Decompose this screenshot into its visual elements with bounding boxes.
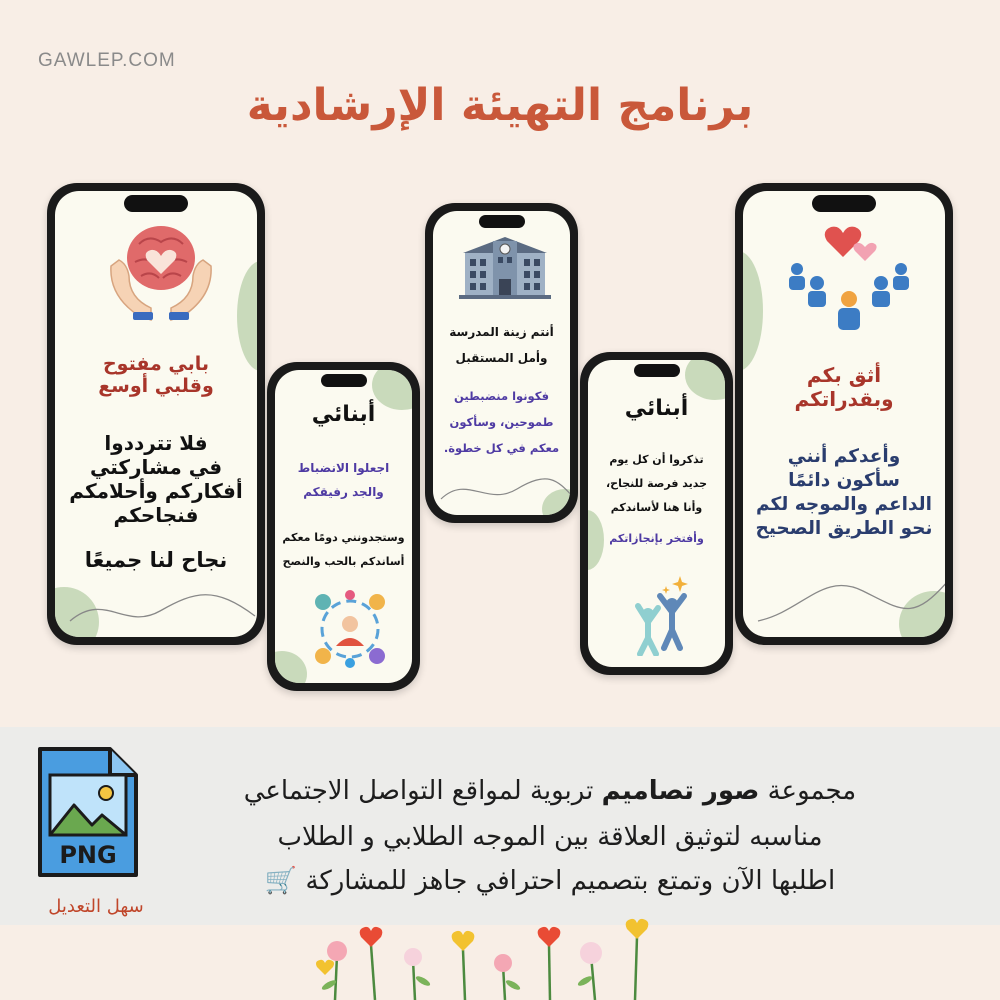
phone1-red-line: بابي مفتوح: [102, 353, 210, 375]
student-cycle-icon: [311, 590, 389, 668]
description-line-3: [170, 866, 930, 896]
phone-screen-5: [743, 191, 945, 637]
decor-blob: [685, 360, 725, 400]
school-building-icon: [455, 231, 555, 301]
phone5-navy-line: الداعم والموجه لكم: [756, 494, 932, 515]
phone2-title: أبنائي: [311, 402, 376, 427]
phone1-body-line: في مشاركتي: [89, 455, 223, 479]
phone-card-2: [267, 362, 420, 691]
phone2-dark-line: وستجدونني دومًا معكم: [282, 531, 405, 544]
phone5-red-line: أثق بكم: [806, 363, 882, 387]
phone1-body-line: فلا تترددوا: [104, 431, 208, 455]
phone1-red-line: وقلبي أوسع: [98, 375, 214, 397]
flowers-decoration: [305, 915, 665, 1000]
phone1-footer: نجاح لنا جميعًا: [84, 548, 228, 572]
decor-blob: [55, 587, 99, 637]
description-line-1-pre: مجموعة: [767, 776, 857, 806]
phone4-dark-line: تذكروا أن كل يوم: [609, 453, 704, 466]
phone1-body-line: أفكاركم وأحلامكم: [69, 479, 243, 503]
phone-card-3: [425, 203, 578, 523]
phone3-purple-line: طموحين، وسأكون: [449, 415, 554, 429]
phone-screen-4: [588, 360, 725, 667]
phone2-purple-line: والجد رفيقكم: [303, 485, 384, 499]
phone-card-4: [580, 352, 733, 675]
decor-blob: [542, 489, 570, 515]
cart-icon: 🛒: [264, 866, 298, 896]
phone5-navy-line: نحو الطريق الصحيح: [755, 518, 933, 539]
description-line-1-bold: صور تصاميم: [601, 776, 760, 806]
team-heart-icon: [781, 213, 917, 331]
celebrating-people-icon: [622, 572, 702, 656]
decor-blob: [275, 651, 307, 683]
phone2-purple-line: اجعلوا الانضباط: [297, 461, 390, 475]
phone2-dark-line: أساندكم بالحب والنصح: [282, 555, 405, 568]
description-line-3-text: اطلبها الآن وتمتع بتصميم احترافي جاهز للمشاركة: [305, 866, 836, 896]
phone-notch: [124, 195, 188, 212]
phone-screen-3: [433, 211, 570, 515]
phone3-dark-line: وأمل المستقبل: [455, 351, 548, 365]
brain-hands-icon: [99, 216, 223, 326]
brand-watermark: GAWLEP.COM: [38, 50, 176, 71]
phone4-dark-line: وأنا هنا لأساندكم: [610, 501, 703, 514]
phone5-navy-line: وأعدكم أنني: [787, 446, 901, 467]
phone3-purple-line: فكونوا منضبطين: [454, 389, 549, 403]
png-file-icon: [36, 745, 140, 879]
phone-screen-1: [55, 191, 257, 637]
phone-notch: [321, 374, 367, 387]
png-label: PNG: [59, 841, 117, 869]
phone1-body-line: فنجاحكم: [113, 503, 199, 527]
phone4-title: أبنائي: [624, 396, 689, 421]
phone3-purple-line: معكم في كل خطوة.: [443, 441, 560, 455]
phone3-dark-line: أنتم زينة المدرسة: [449, 325, 554, 339]
phone-notch: [812, 195, 876, 212]
phone-notch: [634, 364, 680, 377]
decor-blob: [743, 251, 763, 371]
png-caption: سهل التعديل: [48, 896, 144, 917]
phone-screen-2: [275, 370, 412, 683]
phone5-navy-line: سأكون دائمًا: [788, 470, 900, 491]
description-line-2: مناسبه لتوثيق العلاقة بين الموجه الطلابي و الطلاب: [277, 822, 823, 852]
description-line-1-post: تربوية لمواقع التواصل الاجتماعي: [243, 776, 594, 806]
phone-card-5: [735, 183, 953, 645]
description-line-1: [170, 776, 930, 806]
phone-card-1: [47, 183, 265, 645]
decor-blob: [899, 591, 945, 637]
phone4-dark-line: جديد فرصة للنجاح،: [605, 477, 708, 490]
phone5-red-line: وبقدراتكم: [794, 387, 894, 411]
phone-notch: [479, 215, 525, 228]
phone4-purple-line: وأفتخر بإنجازاتكم: [609, 532, 704, 545]
page-title: برنامج التهيئة الإرشادية: [246, 80, 754, 131]
